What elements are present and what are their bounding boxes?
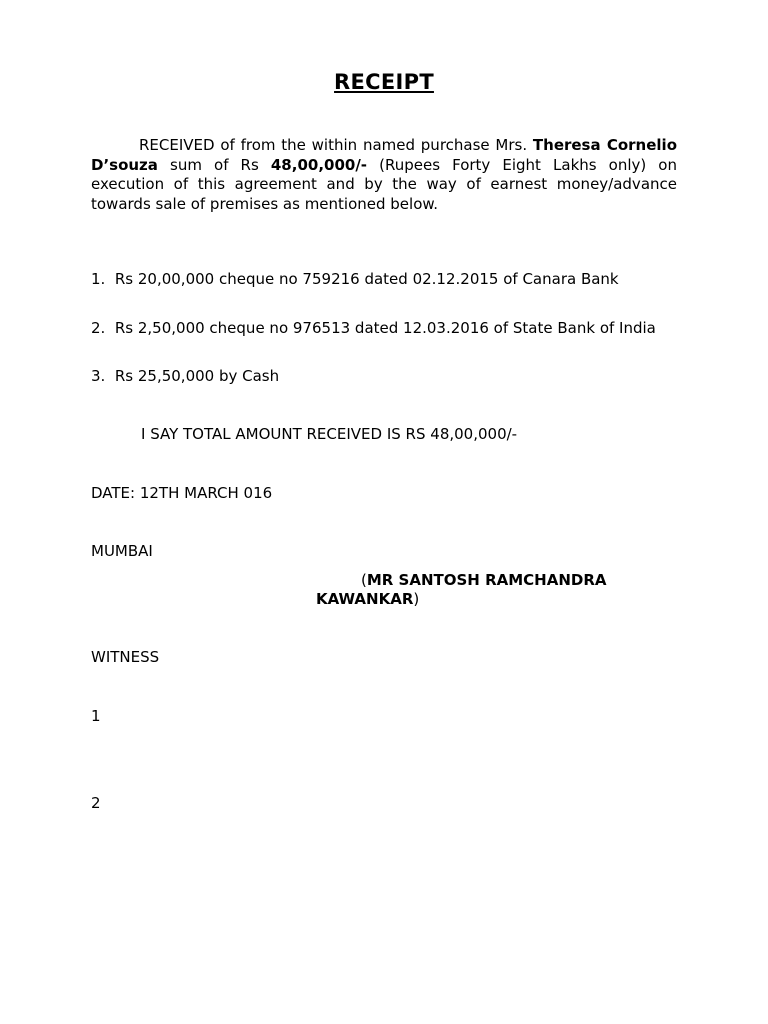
payment-text: Rs 20,00,000 cheque no 759216 dated 02.12.2015 of Canara Bank (114, 270, 619, 288)
total-statement: I SAY TOTAL AMOUNT RECEIVED IS RS 48,00,000/- (141, 425, 518, 443)
payment-text: Rs 2,50,000 cheque no 976513 dated 12.03.2016 of State Bank of India (114, 319, 656, 337)
place-line: MUMBAI (91, 542, 153, 560)
paragraph-part2: sum of Rs (157, 155, 271, 174)
payment-number: 1. (91, 270, 106, 288)
signatory-close-paren: ) (413, 590, 420, 608)
witness-2: 2 (91, 794, 101, 812)
paragraph-part3: (Rupees Forty Eight Lakhs only) on execution of this agreement and by the way of earnest money/advance towards sale of premises as mentioned below. (91, 155, 677, 213)
signatory-name-line1: MR SANTOSH RAMCHANDRA (366, 571, 607, 589)
purchaser-name: Theresa Cornelio D’souza (91, 136, 677, 174)
received-amount: 48,00,000/- (270, 155, 368, 174)
payment-item (91, 319, 677, 338)
paragraph-part1: RECEIVED of from the within named purchase Mrs. (139, 136, 533, 154)
receipt-paragraph (91, 136, 677, 214)
signatory-open-paren: ( (361, 571, 367, 589)
signatory-name-line2: KAWANKAR (316, 590, 414, 608)
witness-1: 1 (91, 707, 101, 725)
payment-number: 2. (91, 319, 106, 337)
document-title: RECEIPT (334, 70, 434, 94)
payment-number: 3. (91, 367, 106, 385)
payment-item (91, 367, 677, 386)
witness-label: WITNESS (91, 648, 160, 666)
payment-item (91, 270, 677, 289)
signatory-block (316, 571, 662, 609)
date-line: DATE: 12TH MARCH 016 (91, 484, 273, 502)
payment-text: Rs 25,50,000 by Cash (114, 367, 280, 385)
